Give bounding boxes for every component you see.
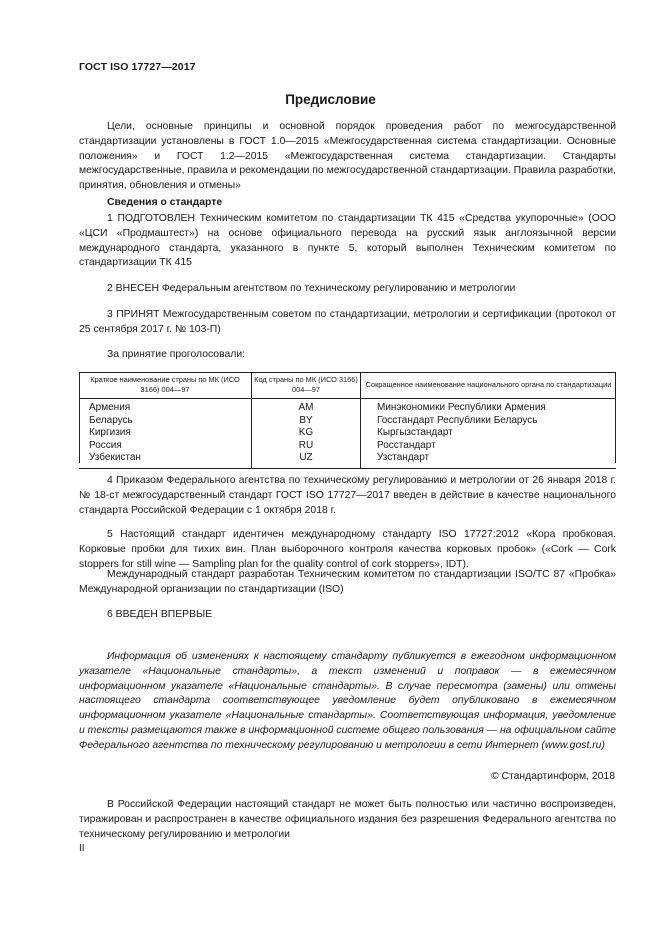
cell-body: Кыргызстандарт: [361, 427, 617, 440]
table-row: [79, 415, 616, 428]
item-6: [79, 608, 616, 623]
page-title: Предисловие: [285, 92, 376, 107]
cell-code: UZ: [252, 452, 361, 468]
cell-country: Армения: [89, 402, 131, 413]
notice-text: Информация об изменениях к настоящему стандарту публикуется в ежегодном информационном указателе «Национальные стандарты», а текст изменений и поправок — в ежемесячном информационном указателе «Национальные стандарты». В случае пересмотра (замены) или отмены настоящего стандарта соответствующее уведомление будет опубликовано в ежемесячном информационном указателе «Национальные стандарты». Соответствующая информация, уведомление и тексты размещаются также в информационной системе общего пользования — на официальном сайте Федерального агентства по техническому регулированию и метрологии в сети Интернет (www.gost.ru): [79, 651, 616, 751]
table-row: [79, 399, 616, 415]
table-row: [79, 427, 616, 440]
cell-code: AM: [252, 399, 361, 415]
item-2: [79, 282, 616, 297]
item-4-text: 4 Приказом Федерального агентства по техническому регулированию и метрологии от 26 января 2018 г. № 18-ст межгосударственный стандарт ГОСТ ISO 17727—2017 введен в действие в качестве национального стандарта Российской Федерации с 1 октября 2018 г.: [79, 475, 616, 516]
cell-body: Минэкономики Республики Армения: [361, 399, 617, 415]
table-row: [79, 440, 616, 453]
cell-body: Госстандарт Республики Беларусь: [361, 415, 617, 428]
table-row: [79, 452, 616, 468]
subheading: Сведения о стандарте: [107, 197, 223, 208]
cell-body: Узстандарт: [361, 452, 617, 468]
cell-country: Россия: [89, 439, 122, 451]
voting-table: [79, 372, 616, 469]
item-3-text: 3 ПРИНЯТ Межгосударственным советом по стандартизации, метрологии и сертификации (протокол от 25 сентября 2017 г. № 103-П): [79, 309, 616, 335]
cell-country: Киргизия: [89, 427, 131, 439]
intro-text: Цели, основные принципы и основной порядок проведения работ по межгосударственной стандартизации установлены в ГОСТ 1.0—2015 «Межгосударственная система стандартизации. Основные положения» и ГОСТ 1.2—2015 «Межгосударственная система стандартизации. Стандарты межгосударственные, правила и рекомендации по межгосударственной стандартизации. Правила разработки, принятия, обновления и отмены»: [79, 121, 616, 192]
table-header-row: [79, 373, 616, 399]
cell-country: Беларусь: [89, 414, 133, 426]
rights-paragraph: [79, 798, 616, 842]
page-number: II: [79, 843, 85, 854]
item-2-text: 2 ВНЕСЕН Федеральным агентством по техническому регулированию и метрологии: [107, 283, 516, 294]
item-1: [79, 212, 616, 271]
copyright: © Стандартинформ, 2018: [490, 771, 615, 782]
voted-label: [79, 348, 616, 363]
intro-paragraph: [79, 120, 616, 194]
notice-paragraph: [79, 650, 616, 754]
item-1-text: 1 ПОДГОТОВЛЕН Техническим комитетом по стандартизации ТК 415 «Средства укупорочные» (ООО «ЦСИ «Продмаштест») на основе официального перевода на русский язык англоязычной версии международного стандарта, указанного в пункте 5, который выполнен Техническим комитетом по стандартизации ТК 415: [79, 213, 616, 269]
header-country: Краткое наименование страны по МК (ИСО 3166) 004—97: [79, 373, 252, 399]
cell-code: BY: [252, 415, 361, 428]
item-5: [79, 528, 616, 572]
cell-code: KG: [252, 427, 361, 440]
cell-code: RU: [252, 440, 361, 453]
cell-country: Узбекистан: [79, 452, 252, 468]
item-5-note-text: Международный стандарт разработан Техническим комитетом по стандартизации ISO/TC 87 «Пробка» Международной организации по стандартизации (ISO): [79, 569, 616, 595]
item-6-text: 6 ВВЕДЕН ВПЕРВЫЕ: [107, 609, 213, 620]
item-3: [79, 308, 616, 338]
voted-label-text: За принятие проголосовали:: [107, 349, 246, 360]
rights-text: В Российской Федерации настоящий стандарт не может быть полностью или частично воспроизведен, тиражирован и распространен в качестве официального издания без разрешения Федерального агентства по техническому регулированию и метрологии: [79, 799, 616, 840]
item-5-text: 5 Настоящий стандарт идентичен международному стандарту ISO 17727:2012 «Кора пробковая. Корковые пробки для тихих вин. План выборочного контроля качества корковых пробок» («Cork — Cork stoppers for still wine — Sampling plan for the quality control of cork stoppers», IDT).: [79, 529, 616, 570]
document-code-header: ГОСТ ISO 17727—2017: [79, 61, 196, 73]
item-4: [79, 474, 616, 518]
item-5-note: [79, 568, 616, 598]
cell-body: Росстандарт: [361, 440, 617, 453]
header-body: Сокращенное наименование национального органа по стандартизации: [361, 373, 617, 399]
header-code: Код страны по МК (ИСО 3166) 004—97: [252, 373, 361, 399]
